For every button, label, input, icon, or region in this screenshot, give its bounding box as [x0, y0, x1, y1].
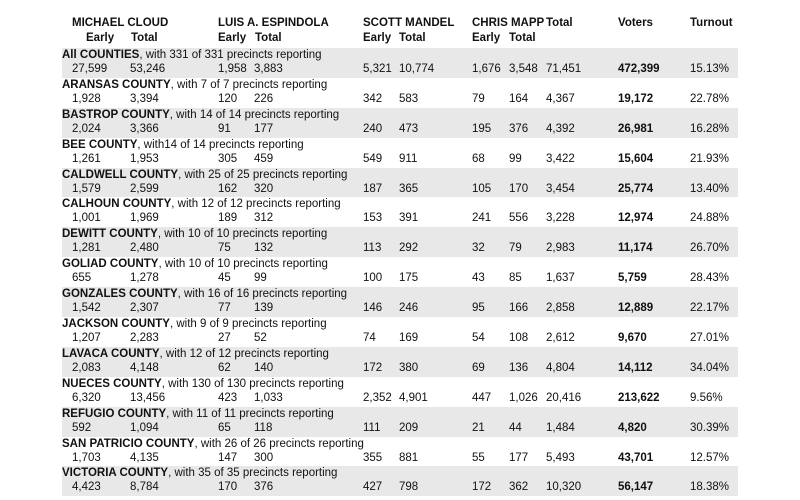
precincts-reporting: , with14 of 14 precincts reporting: [137, 138, 304, 151]
precincts-reporting: , with 130 of 130 precincts reporting: [161, 377, 344, 390]
cell-cloud-total: 1,094: [130, 421, 159, 434]
cell-mapp-early: 68: [472, 152, 485, 165]
cell-voters: 56,147: [618, 481, 654, 494]
table-row: [62, 78, 738, 108]
total-header: Total: [546, 17, 573, 29]
cell-mapp-early: 447: [472, 391, 492, 404]
cell-mapp-total: 3,548: [509, 63, 538, 75]
cell-mandel-total: 583: [399, 92, 419, 105]
county-name: SAN PATRICIO COUNTY: [62, 437, 195, 450]
cell-espindola-early: 120: [218, 92, 238, 105]
cell-espindola-early: 170: [218, 481, 238, 494]
cell-mandel-total: 911: [399, 152, 418, 165]
cell-cloud-total: 1,969: [130, 212, 159, 225]
cell-espindola-total: 177: [254, 122, 274, 135]
cell-cloud-total: 4,135: [130, 451, 159, 464]
cell-mapp-total: 362: [509, 481, 529, 494]
cell-mandel-early: 100: [363, 272, 383, 285]
cell-turnout: 34.04%: [690, 361, 730, 374]
cell-mapp-total: 44: [509, 421, 522, 434]
cell-total: 10,320: [546, 481, 582, 494]
cell-total: 1,637: [546, 272, 575, 285]
cell-mandel-total: 209: [399, 421, 419, 434]
cell-voters: 5,759: [618, 272, 647, 285]
cell-cloud-total: 1,953: [130, 152, 159, 165]
precincts-reporting: , with 12 of 12 precincts reporting: [159, 347, 329, 360]
cell-turnout: 22.78%: [690, 92, 730, 105]
cell-mandel-total: 246: [399, 302, 419, 315]
precincts-reporting: , with 10 of 10 precincts reporting: [157, 228, 328, 241]
turnout-header: Turnout: [690, 17, 733, 29]
county-name: JACKSON COUNTY: [62, 318, 170, 331]
cell-cloud-early: 2,024: [72, 122, 101, 135]
county-heading: [62, 169, 347, 181]
cell-mandel-early: 355: [363, 451, 383, 464]
precincts-reporting: , with 331 of 331 precincts reporting: [139, 49, 322, 61]
cell-espindola-total: 320: [254, 182, 274, 195]
cell-cloud-early: 1,703: [72, 451, 101, 464]
early-subheader-cloud: Early: [86, 32, 115, 44]
precincts-reporting: , with 35 of 35 precincts reporting: [168, 467, 338, 480]
cell-mandel-total: 169: [399, 332, 419, 345]
total-subheader-mapp: Total: [509, 32, 536, 44]
cell-espindola-early: 75: [218, 242, 231, 255]
total-subheader-mandel: Total: [399, 32, 426, 44]
cell-cloud-total: 2,599: [130, 182, 159, 195]
county-name: GONZALES COUNTY: [62, 288, 178, 301]
cell-total: 3,228: [546, 212, 575, 225]
cell-cloud-early: 27,599: [72, 63, 108, 75]
cell-mapp-total: 166: [509, 302, 529, 315]
cell-mandel-early: 146: [363, 302, 383, 315]
cell-espindola-early: 91: [218, 122, 231, 135]
table-row: [62, 257, 738, 287]
cell-espindola-total: 99: [254, 272, 267, 285]
cell-turnout: 30.39%: [690, 421, 730, 434]
cell-mapp-total: 136: [509, 361, 529, 374]
cell-mapp-total: 85: [509, 272, 522, 285]
cell-mandel-early: 2,352: [363, 391, 392, 404]
table-row: [62, 407, 738, 437]
cell-total: 2,612: [546, 332, 575, 345]
cell-espindola-total: 118: [254, 421, 273, 434]
cell-mapp-total: 170: [509, 182, 529, 195]
voters-header: Voters: [618, 17, 653, 29]
cell-mapp-early: 241: [472, 212, 492, 225]
cell-mandel-total: 365: [399, 182, 419, 195]
cell-mandel-early: 342: [363, 92, 383, 105]
county-heading: [62, 378, 344, 390]
cell-mapp-early: 195: [472, 122, 492, 135]
cell-voters: 9,670: [618, 332, 647, 345]
cell-total: 3,454: [546, 182, 575, 195]
candidate-header-cloud: MICHAEL CLOUD: [72, 17, 169, 29]
cell-voters: 26,981: [618, 122, 654, 135]
cell-cloud-early: 1,928: [72, 92, 101, 105]
cell-voters: 4,820: [618, 421, 647, 434]
cell-espindola-total: 52: [254, 332, 267, 345]
county-heading: [62, 348, 329, 360]
precincts-reporting: , with 9 of 9 precincts reporting: [169, 318, 327, 331]
cell-cloud-total: 4,148: [130, 361, 159, 374]
cell-voters: 12,889: [618, 302, 654, 315]
cell-mandel-early: 74: [363, 332, 376, 345]
county-name: CALHOUN COUNTY: [62, 198, 172, 211]
cell-espindola-total: 376: [254, 481, 274, 494]
cell-cloud-early: 1,542: [72, 302, 101, 315]
cell-voters: 19,172: [618, 92, 654, 105]
results-table: [62, 48, 738, 496]
cell-espindola-early: 189: [218, 212, 238, 225]
county-name: ARANSAS COUNTY: [62, 78, 171, 91]
cell-total: 2,983: [546, 242, 575, 255]
county-heading: [62, 408, 334, 420]
cell-espindola-total: 226: [254, 92, 274, 105]
cell-voters: 472,399: [618, 63, 660, 75]
table-row: [62, 197, 738, 227]
cell-cloud-early: 2,083: [72, 361, 101, 374]
precincts-reporting: , with 26 of 26 precincts reporting: [194, 437, 364, 450]
cell-total: 5,493: [546, 451, 575, 464]
cell-total: 20,416: [546, 391, 582, 404]
cell-espindola-early: 1,958: [218, 63, 247, 75]
cell-total: 4,392: [546, 122, 575, 135]
precincts-reporting: , with 11 of 11 precincts reporting: [166, 407, 334, 420]
cell-turnout: 28.43%: [690, 272, 730, 285]
cell-turnout: 22.17%: [690, 302, 730, 315]
table-row: [62, 108, 738, 138]
county-heading: [62, 79, 327, 91]
cell-cloud-total: 13,456: [130, 391, 166, 404]
cell-espindola-total: 139: [254, 302, 274, 315]
county-name: GOLIAD COUNTY: [62, 258, 159, 271]
cell-mapp-early: 105: [472, 182, 492, 195]
cell-espindola-total: 300: [254, 451, 274, 464]
county-name: CALDWELL COUNTY: [62, 168, 179, 181]
cell-voters: 15,604: [618, 152, 654, 165]
cell-espindola-early: 45: [218, 272, 231, 285]
county-name: BEE COUNTY: [62, 138, 138, 151]
cell-mapp-total: 99: [509, 152, 522, 165]
cell-mandel-total: 292: [399, 242, 419, 255]
cell-turnout: 13.40%: [690, 182, 730, 195]
table-row: [62, 466, 738, 496]
cell-cloud-total: 3,394: [130, 92, 159, 105]
county-heading: [62, 139, 304, 151]
cell-mapp-early: 43: [472, 272, 485, 285]
county-heading: [62, 467, 337, 479]
precincts-reporting: , with 10 of 10 precincts reporting: [158, 258, 328, 271]
cell-cloud-total: 2,480: [130, 242, 159, 255]
precincts-reporting: , with 14 of 14 precincts reporting: [169, 108, 340, 121]
county-name: DEWITT COUNTY: [62, 228, 158, 241]
table-row: [62, 287, 738, 317]
early-subheader-mapp: Early: [472, 32, 501, 44]
county-name: REFUGIO COUNTY: [62, 407, 167, 420]
cell-mapp-early: 172: [472, 481, 492, 494]
candidate-header-espindola: LUIS A. ESPINDOLA: [218, 17, 329, 29]
cell-voters: 12,974: [618, 212, 654, 225]
county-heading: [62, 258, 328, 270]
cell-mandel-total: 380: [399, 361, 419, 374]
cell-voters: 11,174: [618, 242, 653, 255]
total-subheader-espindola: Total: [255, 32, 282, 44]
precincts-reporting: , with 25 of 25 precincts reporting: [178, 168, 348, 181]
cell-mandel-early: 427: [363, 481, 383, 494]
precincts-reporting: , with 16 of 16 precincts reporting: [177, 288, 348, 301]
cell-cloud-total: 1,278: [130, 272, 159, 285]
early-subheader-espindola: Early: [218, 32, 247, 44]
cell-total: 2,858: [546, 302, 575, 315]
cell-mandel-early: 153: [363, 212, 383, 225]
cell-mapp-total: 108: [509, 332, 529, 345]
cell-turnout: 27.01%: [690, 332, 730, 345]
cell-turnout: 16.28%: [690, 122, 730, 135]
cell-mapp-total: 1,026: [509, 391, 538, 404]
cell-espindola-early: 162: [218, 182, 238, 195]
candidate-header-mandel: SCOTT MANDEL: [363, 17, 455, 29]
table-row: [62, 48, 738, 78]
county-heading: [62, 318, 327, 330]
cell-mapp-total: 164: [509, 92, 529, 105]
cell-mapp-early: 54: [472, 332, 485, 345]
cell-voters: 14,112: [618, 361, 653, 374]
cell-mandel-total: 391: [399, 212, 419, 225]
cell-total: 1,484: [546, 421, 575, 434]
cell-cloud-early: 592: [72, 421, 92, 434]
cell-mandel-early: 187: [363, 182, 383, 195]
county-heading: [62, 228, 327, 240]
candidate-header-mapp: CHRIS MAPP: [472, 17, 545, 29]
cell-cloud-early: 1,579: [72, 182, 101, 195]
cell-mandel-total: 473: [399, 122, 419, 135]
cell-mapp-total: 177: [509, 451, 529, 464]
table-row: [62, 317, 738, 347]
cell-cloud-early: 1,207: [72, 332, 101, 345]
cell-mandel-early: 549: [363, 152, 383, 165]
cell-mapp-early: 69: [472, 361, 485, 374]
cell-total: 3,422: [546, 152, 575, 165]
cell-cloud-total: 2,283: [130, 332, 159, 345]
cell-espindola-total: 132: [254, 242, 274, 255]
cell-mandel-early: 5,321: [363, 63, 392, 75]
cell-total: 4,367: [546, 92, 575, 105]
cell-turnout: 15.13%: [690, 63, 730, 75]
cell-total: 4,804: [546, 361, 575, 374]
cell-mapp-early: 21: [472, 421, 485, 434]
cell-turnout: 12.57%: [690, 451, 730, 464]
total-subheader-cloud: Total: [131, 32, 158, 44]
table-row: [62, 138, 738, 168]
early-subheader-mandel: Early: [363, 32, 392, 44]
county-heading: [62, 49, 322, 61]
cell-espindola-early: 62: [218, 361, 231, 374]
cell-espindola-early: 77: [218, 302, 231, 315]
table-row: [62, 168, 738, 198]
cell-mapp-early: 79: [472, 92, 485, 105]
cell-cloud-total: 8,784: [130, 481, 159, 494]
cell-mandel-total: 10,774: [399, 63, 435, 75]
county-name: All COUNTIES: [62, 49, 140, 61]
cell-cloud-total: 2,307: [130, 302, 159, 315]
cell-cloud-early: 1,261: [72, 152, 101, 165]
county-heading: [62, 288, 347, 300]
cell-mapp-early: 95: [472, 302, 485, 315]
table-row: [62, 437, 738, 467]
cell-cloud-early: 1,001: [72, 212, 101, 225]
cell-espindola-early: 65: [218, 421, 231, 434]
cell-espindola-early: 27: [218, 332, 231, 345]
county-name: VICTORIA COUNTY: [62, 467, 169, 480]
cell-mandel-early: 240: [363, 122, 383, 135]
cell-espindola-total: 140: [254, 361, 274, 374]
cell-mapp-total: 376: [509, 122, 529, 135]
cell-espindola-early: 305: [218, 152, 238, 165]
precincts-reporting: , with 7 of 7 precincts reporting: [170, 78, 328, 91]
cell-cloud-total: 3,366: [130, 122, 159, 135]
table-row: [62, 377, 738, 407]
cell-mandel-early: 111: [363, 421, 381, 434]
cell-mandel-total: 798: [399, 481, 419, 494]
cell-turnout: 24.88%: [690, 212, 730, 225]
county-heading: [62, 198, 341, 210]
cell-voters: 25,774: [618, 182, 654, 195]
cell-mapp-early: 55: [472, 451, 485, 464]
cell-mandel-total: 175: [399, 272, 419, 285]
table-row: [62, 227, 738, 257]
cell-turnout: 21.93%: [690, 152, 730, 165]
cell-cloud-early: 6,320: [72, 391, 101, 404]
cell-mapp-total: 556: [509, 212, 529, 225]
cell-cloud-early: 655: [72, 272, 92, 285]
cell-mandel-total: 881: [399, 451, 419, 464]
county-heading: [62, 109, 339, 121]
cell-espindola-total: 1,033: [254, 391, 283, 404]
county-name: NUECES COUNTY: [62, 377, 162, 390]
cell-espindola-total: 3,883: [254, 63, 283, 75]
county-name: LAVACA COUNTY: [62, 347, 160, 360]
cell-cloud-early: 4,423: [72, 481, 101, 494]
cell-cloud-early: 1,281: [72, 242, 101, 255]
cell-espindola-total: 459: [254, 152, 274, 165]
cell-espindola-total: 312: [254, 212, 274, 225]
table-row: [62, 347, 738, 377]
cell-turnout: 9.56%: [690, 391, 723, 404]
county-name: BASTROP COUNTY: [62, 108, 170, 121]
cell-mandel-total: 4,901: [399, 391, 428, 404]
precincts-reporting: , with 12 of 12 precincts reporting: [171, 198, 341, 211]
cell-mapp-early: 32: [472, 242, 485, 255]
cell-espindola-early: 147: [218, 451, 238, 464]
table-header: [0, 14, 800, 48]
cell-mandel-early: 172: [363, 361, 383, 374]
cell-mandel-early: 113: [363, 242, 382, 255]
cell-espindola-early: 423: [218, 391, 238, 404]
cell-voters: 213,622: [618, 391, 660, 404]
cell-mapp-total: 79: [509, 242, 522, 255]
county-heading: [62, 438, 364, 450]
cell-total: 71,451: [546, 63, 582, 75]
cell-voters: 43,701: [618, 451, 654, 464]
cell-mapp-early: 1,676: [472, 63, 501, 75]
cell-cloud-total: 53,246: [130, 63, 166, 75]
cell-turnout: 26.70%: [690, 242, 730, 255]
cell-turnout: 18.38%: [690, 481, 730, 494]
